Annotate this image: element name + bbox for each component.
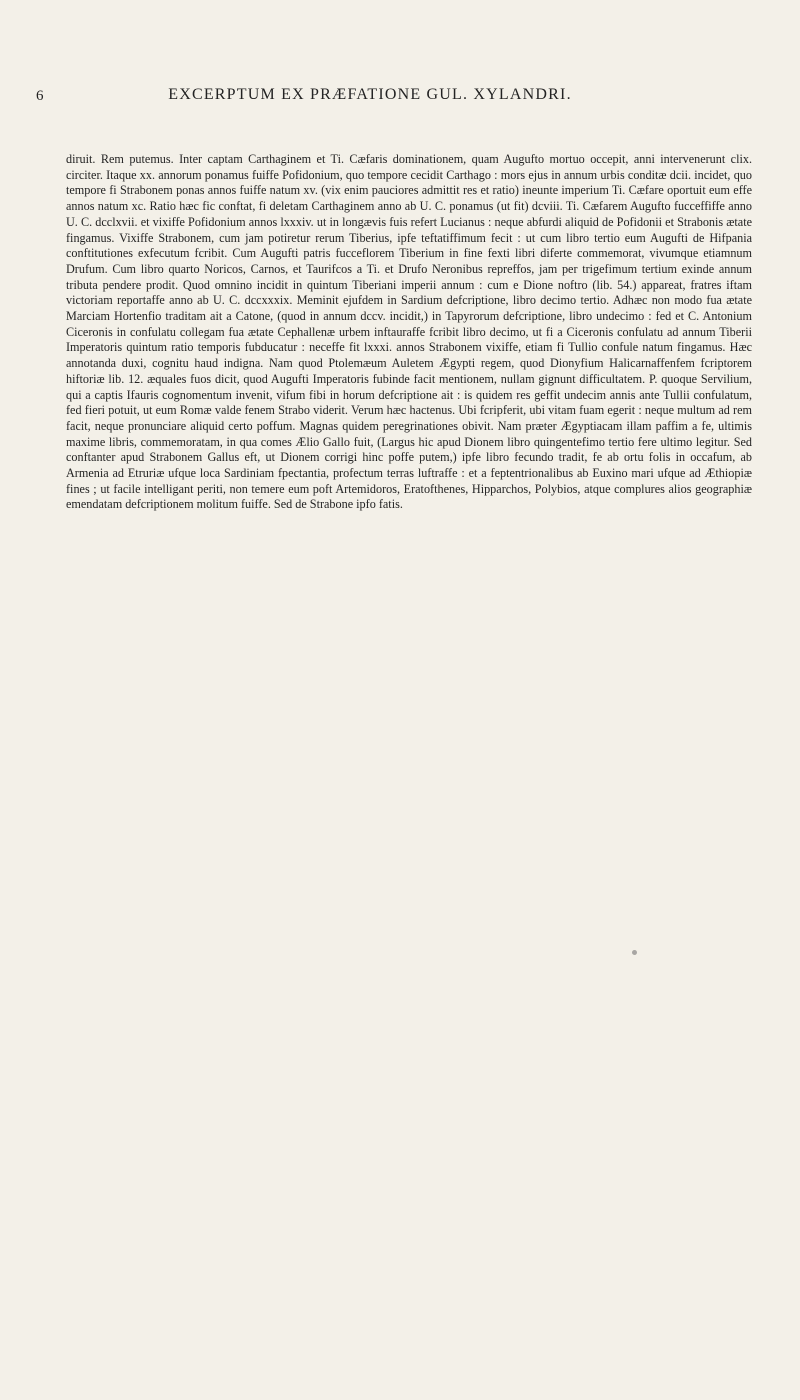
page-number: 6: [36, 88, 44, 104]
running-head: EXCERPTUM EX PRÆFATIONE GUL. XYLANDRI.: [168, 86, 572, 103]
ink-spot: [632, 950, 637, 955]
body-paragraph: diruit. Rem putemus. Inter captam Carthaginem et Ti. Cæfaris dominationem, quam Augufto mortuo occepit, anni intervenerunt clix. circiter. Itaque xx. annorum ponamus fuiffe Pofidonium, quo tempore cecidit Carthago : mors ejus in annum urbis conditæ dcii. incidet, quo tempore fi Strabonem ponas annos fuiffe natum xv. (vix enim pauciores admittit res et ratio) ineunte imperium Ti. Cæfare oportuit eum effe annos natum xc. Ratio hæc fic conftat, fi deletam Carthaginem anno ab U. C. ponamus (ut fit) dcviii. Ti. Cæfarem Augufto fucceffiffe anno U. C. dcclxvii. et vixiffe Pofidonium annos lxxxiv. ut in longævis fuis refert Lucianus : neque abfurdi aliquid de Pofidonii et Strabonis ætate fingamus. Vixiffe Strabonem, cum jam potiretur rerum Tiberius, ipfe teftatiffimum fecit : ut cum libro tertio eum Augufti de Hifpania conftitutiones exfecutum fcribit. Cum Augufti patris fucceflorem Tiberium in fine fexti libri diferte commemorat, vivumque etiamnum Drufum. Cum libro quarto Noricos, Carnos, et Taurifcos a Ti. et Drufo Neronibus repreffos, jam per trigefimum tertium exinde annum tributa pendere prodit. Quod omnino incidit in quintum Tiberiani imperii annum : cum e Dione noftro (lib. 54.) appareat, fratres iftam victoriam reportaffe anno ab U. C. dccxxxix. Meminit ejufdem in Sardium defcriptione, libro decimo tertio. Adhæc non modo fua ætate Marciam Hortenfio traditam ait a Catone, (quod in annum dccv. incidit,) in Tapyrorum defcriptione, libro undecimo : fed et C. Antonium Ciceronis in confulatu collegam fua ætate Cephallenæ urbem inftauraffe fcribit libro decimo, ut fi a Ciceronis confulatu ad annum Tiberii Imperatoris quintum ratio temporis fubducatur : neceffe fit lxxxi. annos Strabonem vixiffe, etiam fi Tullio confule natum fingamus. Hæc annotanda duxi, cognitu haud indigna. Nam quod Ptolemæum Auletem Ægypti regem, quod Dionyfium Halicarnaffenfem fcriptorem hiftoriæ lib. 12. æquales fuos dicit, quod Augufti Imperatoris fubinde facit mentionem, nullam gignunt difficultatem. P. quoque Servilium, qui a captis Ifauris cognomentum invenit, vifum fibi in horum defcriptione ait : is quidem res geffit undecim annis ante Tullii confulatum, fed fieri potuit, ut eum Romæ valde fenem Strabo viderit. Verum hæc hactenus. Ubi fcripferit, ubi vitam fuam egerit : neque multum ad rem facit, neque pronunciare aliquid certo poffum. Magnas quidem peregrinationes obivit. Nam præter Ægyptiacam illam paffim a fe, ultimis maxime libris, commemoratam, in qua comes Ælio Gallo fuit, (Largus hic apud Dionem libro quingentefimo tertio fere ultimo legitur. Sed conftanter apud Strabonem Gallus eft, ut Dionem corrigi hinc poffe putem,) ipfe libro fecundo tradit, fe ab ortu folis in occafum, ab Armenia ad Etruriæ ufque loca Sardiniam fpectantia, profectum terras luftraffe : et a feptentrionalibus ab Euxino mari ufque ad Æthiopiæ fines ; ut facile intelligant periti, non temere eum poft Artemidoros, Eratofthenes, Hipparchos, Polybios, atque complures alios geographiæ emendatam defcriptionem molitum fuiffe. Sed de Strabone ipfo fatis.: [66, 152, 752, 512]
